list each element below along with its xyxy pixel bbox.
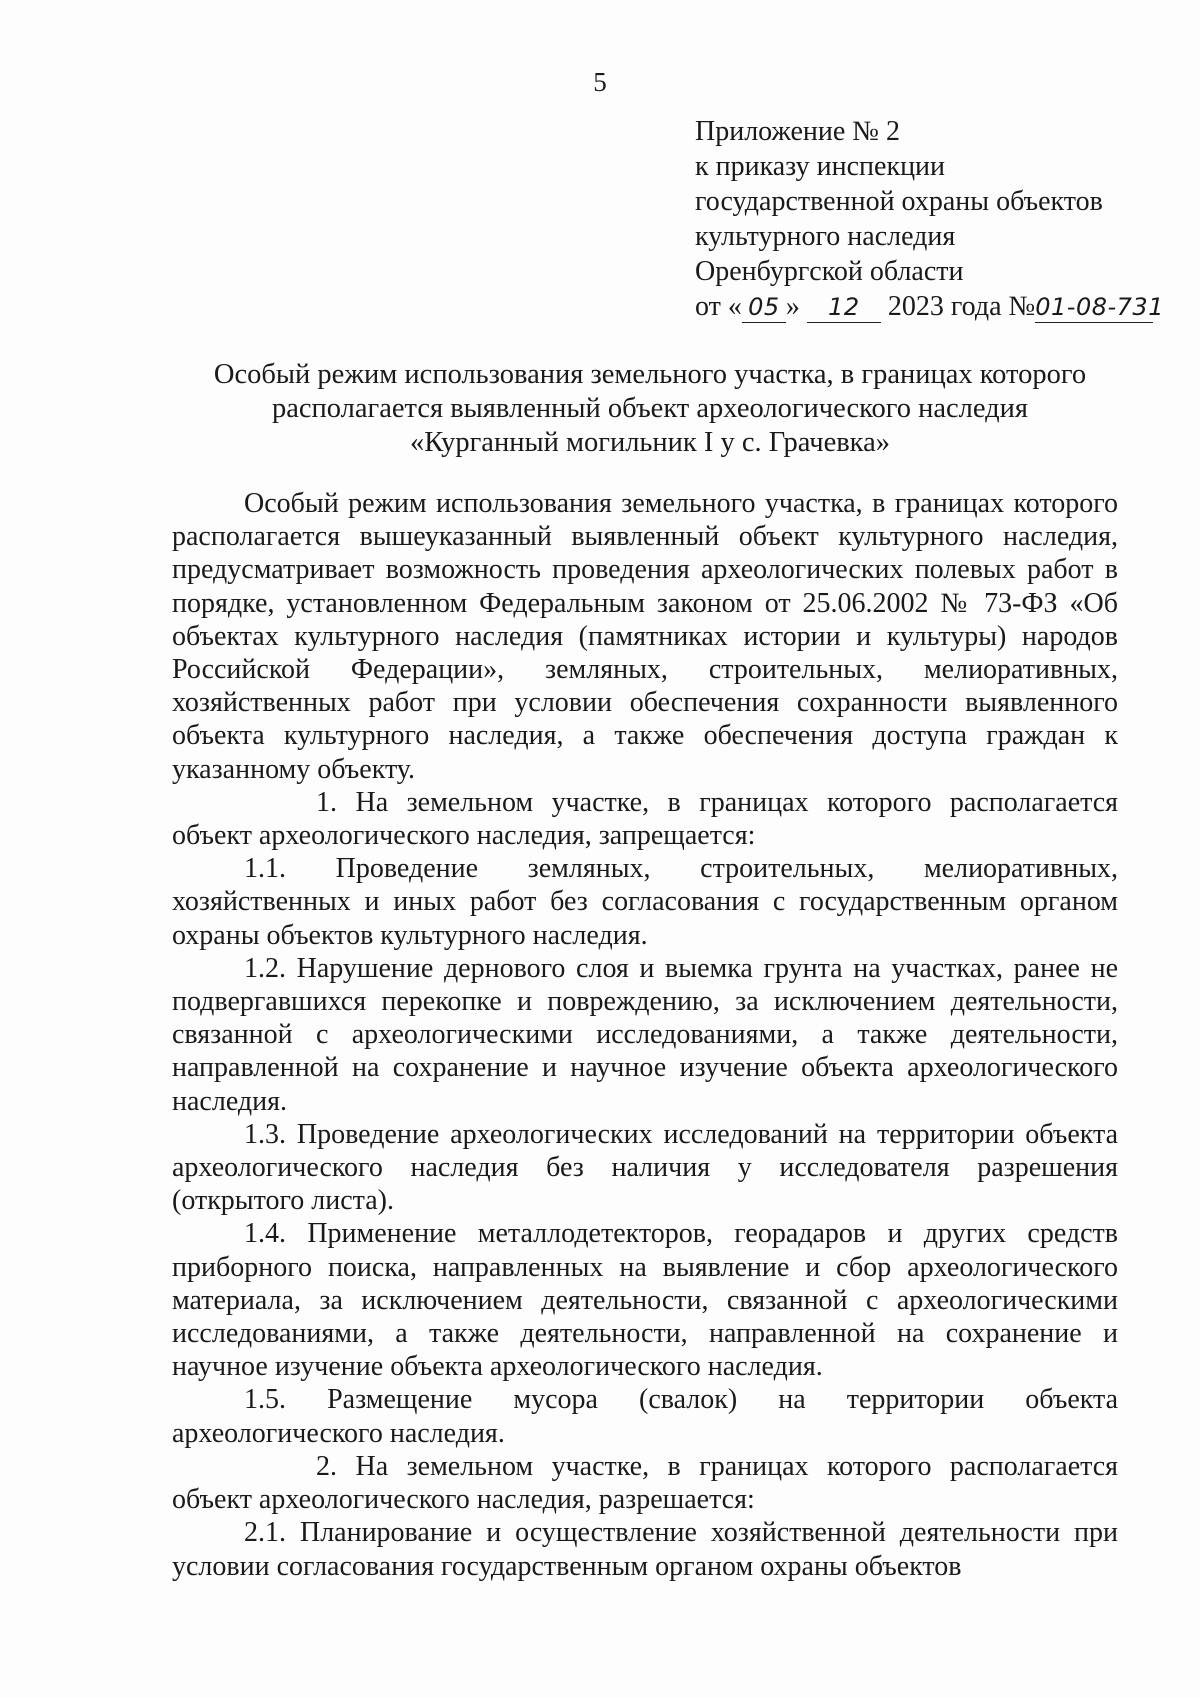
document-title [170, 358, 1130, 460]
section-number: 1.2. [244, 952, 286, 984]
appendix-line-5: Оренбургской области [695, 256, 964, 287]
appendix-line-4: культурного наследия [695, 221, 956, 252]
section-text: Применение металлодетекторов, георадаров и других средств приборного поиска, направленных на выявление и сбор археологического материала, за исключением деятельности, связанной с археологическими исследованиями, а также деятельности, направленной на сохранение и научное изучение объекта археологического наследия. [172, 1218, 1119, 1383]
title-line-3: «Курганный могильник I у с. Грачевка» [410, 427, 890, 458]
appendix-header [695, 114, 1185, 324]
section-text: Размещение мусора (свалок) на территории объекта археологического наследия. [172, 1384, 1118, 1449]
date-month-handwritten: 12 [807, 292, 881, 323]
appendix-line-2: к приказу инспекции [695, 151, 946, 182]
section-1-5 [172, 1383, 1118, 1449]
section-2-1 [172, 1516, 1118, 1582]
date-mid: » [785, 291, 800, 322]
title-line-2: располагается выявленный объект археологического наследия [271, 393, 1029, 424]
section-text: Нарушение дернового слоя и выемка грунта на участках, ранее не подвергавшихся перекопке и повреждению, за исключением деятельности, связанной с археологическими исследованиями, а также деятельности, направленной на сохранение и научное изучение объекта археологического наследия. [172, 952, 1118, 1117]
date-prefix: от « [695, 291, 742, 322]
section-text: На земельном участке, в границах которого располагается объект археологического наследия, запрещается: [172, 786, 1119, 852]
order-number-handwritten: 01-08-731 [1035, 293, 1164, 321]
section-number: 1.4. [244, 1218, 286, 1250]
document-body [172, 487, 1118, 1583]
section-text: Планирование и осуществление хозяйственной деятельности при условии согласования государственным органом охраны объектов [172, 1517, 1118, 1582]
section-1 [172, 786, 1118, 852]
date-year: 2023 года № [887, 291, 1036, 322]
intro-paragraph: Особый режим использования земельного участка, в границах которого располагается вышеуказанный выявленный объект культурного наследия, предусматривает возможность проведения археологических полевых работ в порядке, установленном Федеральным законом от 25.06.2002 № 73-ФЗ «Об объектах культурного наследия (памятниках истории и культуры) народов Российской Федерации», земляных, строительных, мелиоративных, хозяйственных работ при условии обеспечения сохранности выявленного объекта культурного наследия, а также обеспечения доступа граждан к указанному объекту. [172, 488, 1118, 785]
section-1-1 [172, 852, 1118, 952]
section-text: На земельном участке, в границах которого располагается объект археологического наследия, разрешается: [172, 1450, 1119, 1516]
section-1-4 [172, 1217, 1118, 1383]
section-number: 1. [316, 786, 337, 818]
section-1-3 [172, 1118, 1118, 1218]
appendix-date-line [695, 289, 1185, 324]
section-text: Проведение земляных, строительных, мелиоративных, хозяйственных и иных работ без согласования с государственным органом охраны объектов культурного наследия. [172, 853, 1118, 951]
page-number: 5 [593, 67, 607, 97]
appendix-line-3: государственной охраны объектов [695, 186, 1103, 217]
section-2 [172, 1450, 1118, 1516]
section-1-2 [172, 952, 1118, 1118]
title-line-1: Особый режим использования земельного участка, в границах которого [213, 359, 1087, 390]
section-number: 1.3. [244, 1118, 286, 1150]
section-number: 1.1. [244, 853, 286, 885]
section-text: Проведение археологических исследований на территории объекта археологического наследия без наличия у исследователя разрешения (открытого листа). [172, 1118, 1118, 1217]
section-number: 2. [316, 1450, 337, 1482]
section-number: 2.1. [244, 1517, 286, 1549]
section-number: 1.5. [244, 1384, 286, 1416]
appendix-line-1: Приложение № 2 [695, 116, 900, 147]
date-day-handwritten: 05 [742, 292, 786, 323]
